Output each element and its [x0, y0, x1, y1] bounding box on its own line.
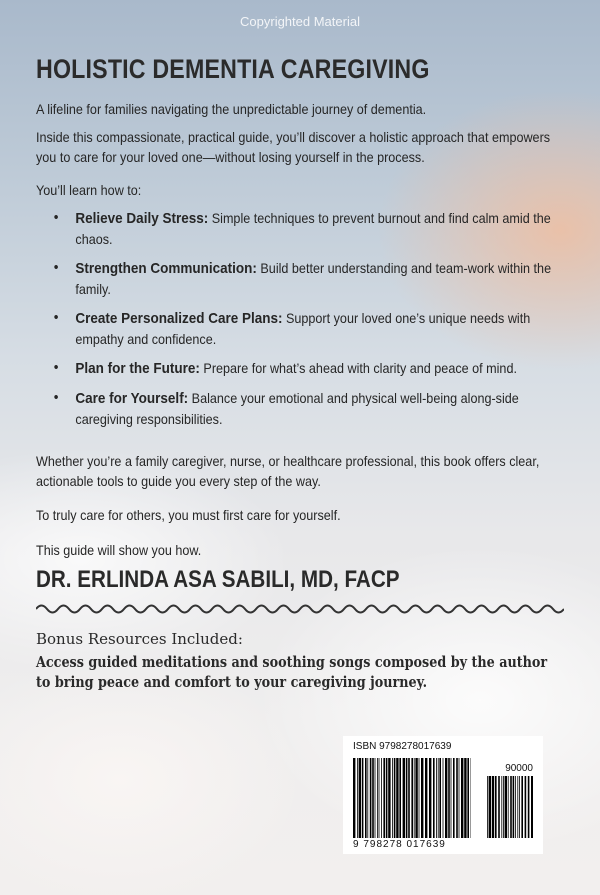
bonus-description: Access guided meditations and soothing songs composed by the author to bring peace and comfort to your caregiving journey.	[36, 654, 548, 691]
barcode-bars	[353, 758, 471, 838]
bullet-text: Simple techniques to prevent burnout and find calm amid the chaos.	[75, 210, 551, 247]
bullet-icon: •	[53, 259, 59, 276]
list-item	[52, 388, 556, 429]
bullet-lead: Relieve Daily Stress:	[75, 210, 209, 227]
bullet-icon: •	[53, 389, 59, 406]
bullet-icon: •	[53, 309, 59, 326]
intro-paragraph: Inside this compassionate, practical guide, you’ll discover a holistic approach that empowers you to care for your loved one—without losing yourself in the process.	[36, 129, 551, 165]
list-item	[52, 308, 556, 349]
bullet-lead: Care for Yourself:	[75, 390, 189, 407]
wave-divider	[36, 600, 564, 618]
book-title: HOLISTIC DEMENTIA CAREGIVING	[36, 54, 430, 84]
bullet-text: Balance your emotional and physical well-being along-side caregiving responsibilities.	[75, 390, 519, 427]
bonus-heading: Bonus Resources Included:	[36, 630, 243, 648]
bullet-text: Build better understanding and team-work within the family.	[75, 260, 552, 297]
bullet-lead: Strengthen Communication:	[75, 260, 257, 277]
learn-heading: You’ll learn how to:	[36, 182, 142, 198]
bullet-icon: •	[53, 359, 59, 376]
list-item	[52, 258, 556, 299]
tagline: A lifeline for families navigating the unpredictable journey of dementia.	[36, 101, 427, 117]
isbn-label: ISBN 9798278017639	[353, 741, 452, 752]
price-code: 90000	[505, 763, 533, 774]
watermark: Copyrighted Material	[240, 14, 360, 29]
audience-paragraph: Whether you’re a family caregiver, nurse, or healthcare professional, this book offers clear, actionable tools to guide you every step of the way.	[36, 453, 540, 489]
list-item	[52, 208, 556, 249]
bullet-lead: Create Personalized Care Plans:	[75, 310, 283, 327]
bullet-lead: Plan for the Future:	[75, 360, 200, 377]
isbn-digits: 9 798278 017639	[353, 839, 446, 850]
barcode	[343, 736, 543, 854]
benefits-list	[52, 208, 556, 438]
self-care-line: To truly care for others, you must first care for yourself.	[36, 507, 341, 523]
list-item	[52, 358, 556, 379]
bullet-text: Prepare for what’s ahead with clarity and peace of mind.	[199, 360, 517, 376]
bullet-text: Support your loved one’s unique needs with empathy and confidence.	[75, 310, 531, 347]
barcode-addon-bars	[487, 776, 533, 838]
guide-line: This guide will show you how.	[36, 542, 202, 558]
author-name: DR. ERLINDA ASA SABILI, MD, FACP	[36, 566, 400, 593]
bullet-icon: •	[53, 209, 59, 226]
